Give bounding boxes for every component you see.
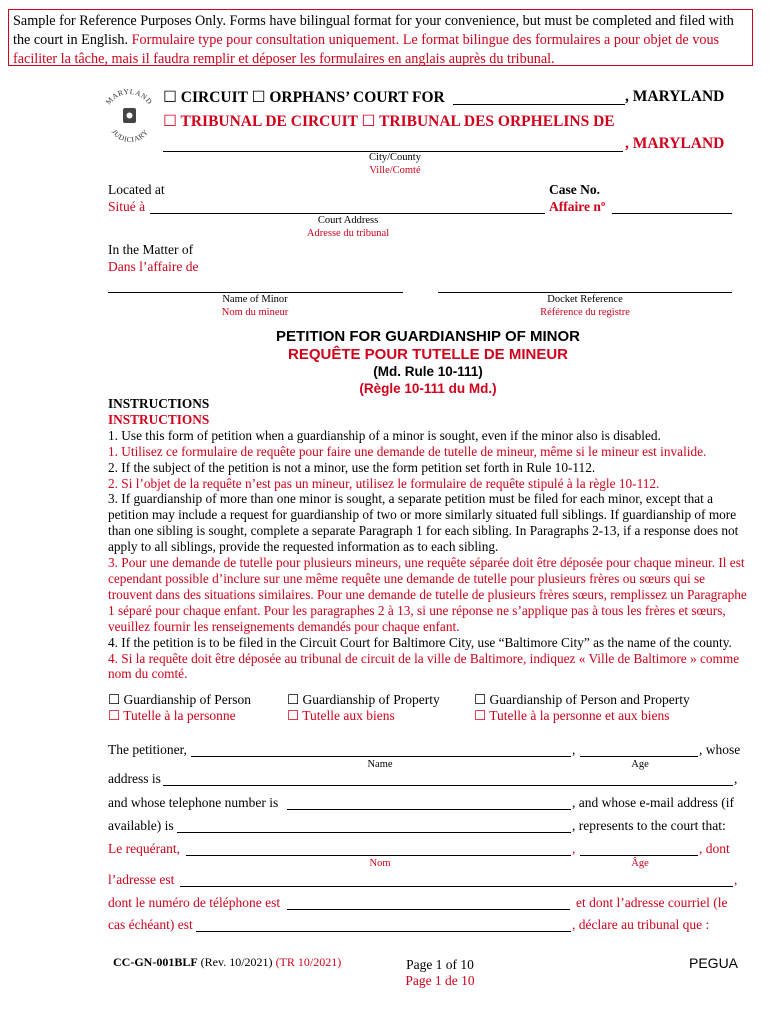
- petitioner-age-field[interactable]: [580, 756, 698, 757]
- instruction-2-english: 2. If the subject of the petition is not a minor, use the form petition set forth in Rule 10-112.: [108, 459, 596, 475]
- dans-affaire-label: Dans l’affaire de: [108, 259, 199, 274]
- svg-text:MARYLAND: [104, 87, 155, 106]
- instruction-4-english: 4. If the petition is to be filed in the Circuit Court for Baltimore City, use “Baltimore City” as the name of the county.: [108, 634, 732, 650]
- option-property-checkbox[interactable]: ☐: [287, 692, 300, 708]
- docket-reference-field[interactable]: [438, 292, 732, 293]
- located-at-label: Located at: [108, 182, 165, 197]
- petition-title-french: REQUÊTE POUR TUTELLE DE MINEUR: [287, 346, 568, 363]
- form-revision: (Rev. 10/2021): [200, 955, 273, 969]
- court-header-english: [163, 88, 445, 107]
- tribunal-circuit-label: TRIBUNAL DE CIRCUIT: [180, 113, 358, 130]
- option-person-checkbox-fr[interactable]: ☐: [108, 708, 121, 724]
- maryland-label: , MARYLAND: [625, 88, 725, 105]
- instructions-section: [108, 396, 748, 682]
- orphans-court-checkbox[interactable]: ☐: [251, 88, 266, 106]
- adresse-tribunal-caption: Adresse du tribunal: [306, 228, 390, 239]
- case-number-field[interactable]: [612, 213, 732, 214]
- age-caption-french: Âge: [631, 858, 649, 869]
- seal-text-top: MARYLAND: [103, 86, 155, 107]
- matter-of-label: In the Matter of: [108, 242, 194, 257]
- reference-registre-caption: Référence du registre: [540, 307, 630, 318]
- affaire-no-label: Affaire nº: [549, 199, 606, 214]
- represents-label: , represents to the court that:: [572, 818, 726, 833]
- petitioner-name-field[interactable]: [191, 756, 571, 757]
- requerant-age-field[interactable]: [580, 855, 698, 856]
- cas-echeant-label: cas échéant) est: [108, 917, 193, 932]
- svg-text:JUDICIARY: [110, 127, 150, 144]
- option-property[interactable]: [287, 692, 440, 724]
- instruction-3-french: 3. Pour une demande de tutelle pour plusieurs mineurs, une requête séparée doit être déposée pour chaque mineur. Il est cependant possible d’inclure sur une même requête une demande de tutelle pour plusieurs frères ou sœurs qui se trouvent dans des situations similaires. Pour une demande de tutelle de plusieurs frères sœurs, remplissez un Paragraphe 1 séparé pour chaque enfant. Pour les paragraphes 2 à 13, si une réponse ne s’applique pas à tous les frères et sœurs, veuillez fournir les renseignements demandés pour chaque enfant.: [108, 555, 747, 634]
- option-property-label: Guardianship of Property: [302, 692, 440, 707]
- requerant-email-field[interactable]: [196, 931, 571, 932]
- maryland-label-french: , MARYLAND: [625, 135, 725, 152]
- address-label: address is: [108, 771, 161, 786]
- form-translation-revision: (TR 10/2021): [275, 955, 342, 969]
- seal-text-bottom: JUDICIARY: [109, 127, 151, 145]
- city-county-caption: City/County: [369, 152, 421, 163]
- nom-mineur-caption: Nom du mineur: [221, 307, 289, 318]
- instructions-heading-english: INSTRUCTIONS: [108, 396, 210, 411]
- option-property-checkbox-fr[interactable]: ☐: [287, 708, 300, 724]
- comma-3: ,: [572, 841, 576, 856]
- nom-caption: Nom: [369, 858, 391, 869]
- county-field-english[interactable]: [453, 104, 625, 105]
- case-no-label: Case No.: [549, 182, 600, 197]
- courriel-label: et dont l’adresse courriel (le: [576, 895, 728, 910]
- option-property-label-fr: Tutelle aux biens: [302, 708, 395, 723]
- tribunal-orphelins-label: TRIBUNAL DES ORPHELINS DE: [379, 113, 615, 130]
- form-code: PEGUA: [689, 955, 739, 971]
- ville-comte-caption: Ville/Comté: [369, 165, 421, 176]
- form-id: CC-GN-001BLF: [113, 955, 198, 969]
- reference-notice: [8, 9, 753, 66]
- comma-2: ,: [734, 771, 738, 786]
- requerant-phone-field[interactable]: [287, 909, 570, 910]
- declare-label: , déclare au tribunal que :: [572, 917, 710, 932]
- instructions-heading-french: INSTRUCTIONS: [108, 411, 210, 427]
- adresse-label: l’adresse est: [108, 872, 175, 887]
- docket-reference-caption: Docket Reference: [547, 294, 623, 305]
- option-person-property[interactable]: [474, 692, 690, 724]
- instruction-3-english: 3. If guardianship of more than one minor is sought, a separate petition must be filed for each minor, except that a petition may include a request for guardianship of two or more similarly situated full siblings. If guardianship of more than one sibling is sought, complete a separate Paragraph 1 for each sibling. In Paragraphs 2-13, if a response does not apply to all siblings, provide the requested information as to each sibling.: [108, 491, 739, 555]
- option-person-label: Guardianship of Person: [123, 692, 251, 707]
- requerant-address-field[interactable]: [180, 886, 733, 887]
- option-person-property-checkbox-fr[interactable]: ☐: [474, 708, 487, 724]
- orphans-court-label: ORPHANS’ COURT FOR: [269, 89, 445, 106]
- telephone-label-french: dont le numéro de téléphone est: [108, 895, 281, 910]
- maryland-judiciary-seal: [100, 84, 158, 146]
- petitioner-label: The petitioner,: [108, 742, 187, 757]
- page-number-french: Page 1 de 10: [405, 973, 475, 988]
- option-person[interactable]: [108, 692, 251, 724]
- instruction-2-french: 2. Si l’objet de la requête n’est pas un mineur, utilisez le formulaire de requête stipulé à la règle 10-112.: [108, 475, 660, 491]
- form-identifier: [113, 955, 341, 970]
- option-person-property-checkbox[interactable]: ☐: [474, 692, 487, 708]
- option-person-property-label: Guardianship of Person and Property: [489, 692, 690, 707]
- court-address-field[interactable]: [150, 213, 545, 214]
- requerant-label: Le requérant,: [108, 841, 180, 856]
- page-number-english: Page 1 of 10: [406, 957, 474, 972]
- option-person-property-label-fr: Tutelle à la personne et aux biens: [489, 708, 670, 723]
- option-person-checkbox[interactable]: ☐: [108, 692, 121, 708]
- age-caption: Age: [631, 759, 649, 770]
- instruction-1-english: 1. Use this form of petition when a guardianship of a minor is sought, even if the minor also is disabled.: [108, 427, 661, 443]
- available-label: available) is: [108, 818, 174, 833]
- court-address-caption: Court Address: [317, 215, 379, 226]
- comma-1: ,: [572, 742, 576, 757]
- whose-label: , whose: [699, 742, 741, 757]
- petitioner-phone-field[interactable]: [287, 809, 571, 810]
- petition-title-english: PETITION FOR GUARDIANSHIP OF MINOR: [276, 328, 580, 345]
- situe-a-label: Situé à: [108, 199, 146, 214]
- name-of-minor-caption: Name of Minor: [222, 294, 288, 305]
- notice-english: Sample for Reference Purposes Only. Forms have bilingual format for your convenience, but must be completed and filed with the court in English.: [13, 13, 734, 48]
- notice-french: Formulaire type pour consultation uniquement. Le format bilingue des formulaires a pour objet de vous faciliter la tâche, mais il faudra remplir et déposer les formulaires en anglais auprès du tribunal.: [13, 32, 720, 67]
- tribunal-circuit-checkbox[interactable]: ☐: [163, 112, 177, 130]
- dont-label: , dont: [699, 841, 730, 856]
- email-label: , and whose e-mail address (if: [572, 795, 734, 810]
- option-person-label-fr: Tutelle à la personne: [123, 708, 236, 723]
- circuit-label: CIRCUIT: [180, 89, 248, 106]
- name-caption: Name: [367, 759, 393, 770]
- petitioner-address-field[interactable]: [163, 785, 733, 786]
- tribunal-orphelins-checkbox[interactable]: ☐: [361, 112, 376, 130]
- rule-reference-french: (Règle 10-111 du Md.): [359, 381, 497, 396]
- court-header-french: [163, 112, 615, 131]
- petitioner-email-field[interactable]: [177, 832, 571, 833]
- phone-label: and whose telephone number is: [108, 795, 279, 810]
- comma-4: ,: [734, 872, 738, 887]
- rule-reference-english: (Md. Rule 10-111): [373, 364, 483, 379]
- requerant-name-field[interactable]: [186, 855, 571, 856]
- minor-name-field[interactable]: [108, 292, 403, 293]
- circuit-checkbox[interactable]: ☐: [163, 88, 177, 106]
- instruction-4-french: 4. Si la requête doit être déposée au tribunal de circuit de la ville de Baltimore, indiquez « Ville de Baltimore » comme nom du comté.: [108, 650, 740, 682]
- instruction-1-french: 1. Utilisez ce formulaire de requête pour faire une demande de tutelle de mineur, même si le mineur est invalide.: [108, 443, 707, 459]
